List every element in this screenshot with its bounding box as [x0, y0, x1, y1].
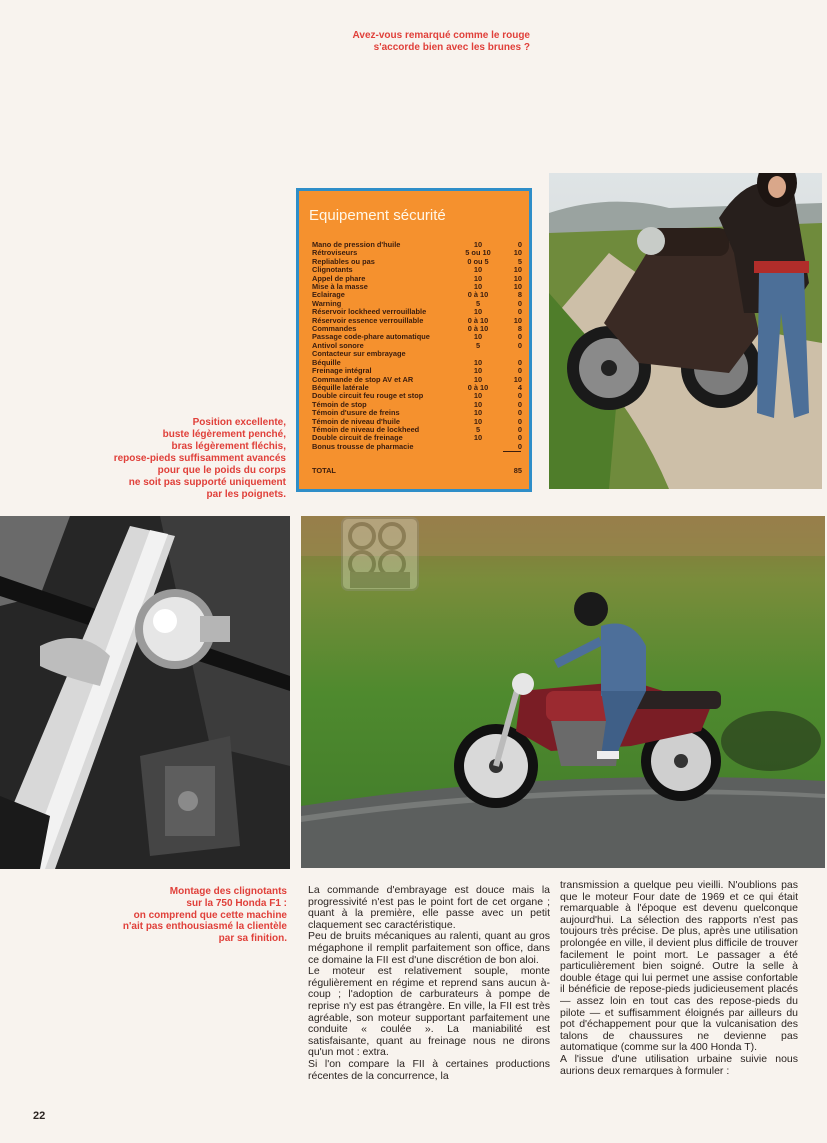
article-column-1 [308, 885, 550, 1082]
equipment-points: 10 [473, 240, 483, 249]
equipment-points: 0 à 10 [467, 382, 489, 392]
equipment-label: Double circuit de freinage [312, 434, 403, 443]
equipment-table [296, 188, 532, 492]
equipment-row [312, 443, 522, 451]
equipment-label: Repliables ou pas [312, 257, 375, 266]
equipment-row [312, 308, 522, 316]
equipment-row [312, 275, 522, 283]
equipment-score: 8 [517, 324, 522, 334]
equipment-label: Mise à la masse [312, 283, 368, 292]
photo-woman-motorcycle [549, 173, 822, 489]
equipment-points: 5 [475, 340, 481, 350]
equipment-points: 10 [473, 273, 483, 283]
equipment-points: 5 ou 10 [465, 248, 491, 258]
equipment-label: Appel de phare [312, 274, 366, 283]
equipment-label: Réservoir essence verrouillable [312, 316, 424, 325]
equipment-score: 10 [513, 374, 522, 384]
equipment-points: 10 [473, 391, 483, 401]
equipment-label: Témoin de stop [312, 400, 367, 409]
equipment-row [312, 291, 522, 299]
caption-line: repose-pieds suffisamment avancés [113, 453, 286, 464]
photo-turn-signal-detail [0, 516, 290, 869]
equipment-score: 10 [513, 315, 522, 325]
equipment-row [312, 300, 522, 308]
equipment-score: 10 [513, 282, 522, 292]
equipment-points: 5 [475, 424, 481, 434]
equipment-label: Eclairage [312, 291, 345, 300]
total-row [312, 467, 522, 475]
equipment-points: 10 [473, 265, 483, 275]
equipment-label: Double circuit feu rouge et stop [312, 392, 424, 401]
equipment-row [312, 342, 522, 350]
equipment-score: 0 [517, 441, 522, 451]
caption-line: n'ait pas enthousiasmé la clientèle [122, 921, 287, 933]
equipment-points: 0 à 10 [467, 315, 489, 325]
caption-line: par les poignets. [206, 489, 286, 500]
paragraph: Peu de bruits mécaniques au ralenti, quant au gros mégaphone il remplit parfaitement son office, dans ce domaine la FII est d'une discrétion de bon aloi. [308, 930, 550, 966]
paragraph: Le moteur est relativement souple, monte régulièrement en régime et reprend sans aucun à-coup ; l'adoption de carburateurs à pompe de reprise n'y est pas étrangère. En ville, la FII est très agréable, son moteur supportant parfaitement une conduite « coulée ». La maniabilité est satisfaisante, quant au freinage nous ne dirons qu'un mot : extra. [308, 965, 550, 1059]
equipment-row [312, 350, 522, 358]
equipment-score: 0 [517, 298, 522, 308]
equipment-label: Béquille [312, 358, 341, 367]
equipment-score: 10 [513, 273, 522, 283]
equipment-score: 0 [517, 307, 522, 317]
caption-line: Position excellente, [192, 417, 286, 428]
montage-caption [55, 886, 287, 945]
equipment-points [456, 443, 500, 451]
total-value: 85 [513, 466, 522, 475]
equipment-score: 0 [517, 399, 522, 409]
page-number: 22 [33, 1110, 46, 1122]
paragraph: A l'issue d'une utilisation urbaine suivie nous aurions deux remarques à formuler : [560, 1052, 798, 1077]
caption-line: bras légèrement fléchis, [171, 441, 286, 452]
equipment-label: Clignotants [312, 266, 353, 275]
equipment-label: Freinage intégral [312, 367, 372, 376]
equipment-table-title: Equipement sécurité [309, 207, 446, 224]
equipment-score: 0 [517, 332, 522, 342]
top-caption-line: s'accorde bien avec les brunes ? [373, 42, 530, 53]
equipment-score: 0 [517, 433, 522, 443]
equipment-row [312, 325, 522, 333]
equipment-points: 0 ou 5 [467, 256, 489, 266]
equipment-score: 0 [517, 424, 522, 434]
equipment-points: 10 [473, 282, 483, 292]
equipment-row [312, 418, 522, 426]
equipment-points: 0 à 10 [467, 290, 489, 300]
caption-line: ne soit pas supporté uniquement [128, 477, 286, 488]
equipment-points: 0 à 10 [467, 324, 489, 334]
equipment-score: 10 [513, 248, 522, 258]
equipment-row [312, 376, 522, 384]
equipment-score: 0 [517, 357, 522, 367]
caption-line: sur la 750 Honda F1 : [186, 897, 287, 909]
equipment-row [312, 426, 522, 434]
equipment-table-rows [312, 241, 522, 451]
equipment-points: 10 [473, 357, 483, 367]
equipment-row [312, 434, 522, 442]
equipment-points: 10 [473, 408, 483, 418]
caption-line: pour que le poids du corps [157, 465, 286, 476]
equipment-row [312, 333, 522, 341]
equipment-label: Béquille latérale [312, 383, 369, 392]
equipment-row [312, 384, 522, 392]
equipment-points: 10 [473, 416, 483, 426]
equipment-points: 10 [473, 374, 483, 384]
equipment-label: Contacteur sur embrayage [312, 350, 406, 359]
position-caption [100, 417, 286, 501]
equipment-label: Commandes [312, 325, 357, 334]
total-label: TOTAL [312, 467, 336, 475]
equipment-label: Antivol sonore [312, 341, 364, 350]
equipment-points: 10 [473, 366, 483, 376]
caption-line: on comprend que cette machine [133, 909, 287, 921]
paragraph: Si l'on compare la FII à certaines productions récentes de la concurrence, la [308, 1057, 550, 1082]
caption-line: par sa finition. [218, 933, 287, 945]
top-caption [300, 30, 530, 54]
equipment-points: 10 [473, 433, 483, 443]
equipment-score: 10 [513, 265, 522, 275]
equipment-row [312, 283, 522, 291]
equipment-score: 4 [517, 382, 522, 392]
equipment-score: 0 [517, 366, 522, 376]
equipment-score: 0 [517, 416, 522, 426]
top-caption-line: Avez-vous remarqué comme le rouge [352, 30, 530, 41]
paragraph: transmission a quelque peu vieilli. N'oublions pas que le moteur Four date de 1969 et ce qui était remarquable à l'époque est devenu quelconque aujourd'hui. La sélection des rapports n'est pas toujours très précise. De plus, après une utilisation prolongée en ville, il devient plus difficile de trouver facilement le point mort. Le passager a été particulièrement bien soigné. Outre la selle à double étage qui lui permet une assise confortable il bénéficie de repose-pieds judicieusement placés — assez loin en tout cas des repose-pieds du pilote — et suffisamment éloignés par ailleurs du pot d'échappement pour que la vulcanisation des talons de chaussures ne devienne pas automatique (comme sur la 400 Honda T). [560, 879, 798, 1054]
equipment-label: Témoin de niveau de lockheed [312, 425, 420, 434]
equipment-row [312, 401, 522, 409]
equipment-points: 10 [473, 307, 483, 317]
equipment-score: 0 [517, 240, 522, 249]
caption-line: Montage des clignotants [169, 886, 287, 897]
equipment-row [312, 266, 522, 274]
equipment-row [312, 392, 522, 400]
watermark-logo [340, 516, 420, 592]
equipment-label: Warning [312, 299, 342, 308]
equipment-score: 0 [517, 391, 522, 401]
equipment-row [312, 249, 522, 257]
equipment-points: 5 [475, 298, 481, 308]
equipment-label: Réservoir lockheed verrouillable [312, 308, 427, 317]
article-column-2 [560, 880, 798, 1077]
caption-line: buste légèrement penché, [162, 429, 286, 440]
equipment-points: 10 [473, 399, 483, 409]
equipment-row [312, 258, 522, 266]
equipment-points: 10 [473, 332, 483, 342]
equipment-row [312, 359, 522, 367]
equipment-label: Commande de stop AV et AR [312, 375, 414, 384]
equipment-label: Rétroviseurs [312, 249, 358, 258]
paragraph: La commande d'embrayage est douce mais la progressivité n'est pas le point fort de cet organe ; quant à la première, elle passe avec un petit claquement sec caractéristique. [308, 884, 550, 931]
equipment-label: Passage code-phare automatique [312, 333, 430, 342]
equipment-label: Témoin de niveau d'huile [312, 417, 400, 426]
equipment-score: 5 [517, 256, 522, 266]
equipment-label: Bonus trousse de pharmacie [312, 442, 414, 451]
equipment-label: Mano de pression d'huile [312, 241, 401, 249]
equipment-row [312, 367, 522, 375]
equipment-row [312, 317, 522, 325]
equipment-score: 8 [517, 290, 522, 300]
equipment-score: 0 [517, 340, 522, 350]
total-separator [503, 451, 521, 452]
equipment-label: Témoin d'usure de freins [312, 409, 400, 418]
equipment-score: 0 [517, 408, 522, 418]
equipment-row [312, 409, 522, 417]
